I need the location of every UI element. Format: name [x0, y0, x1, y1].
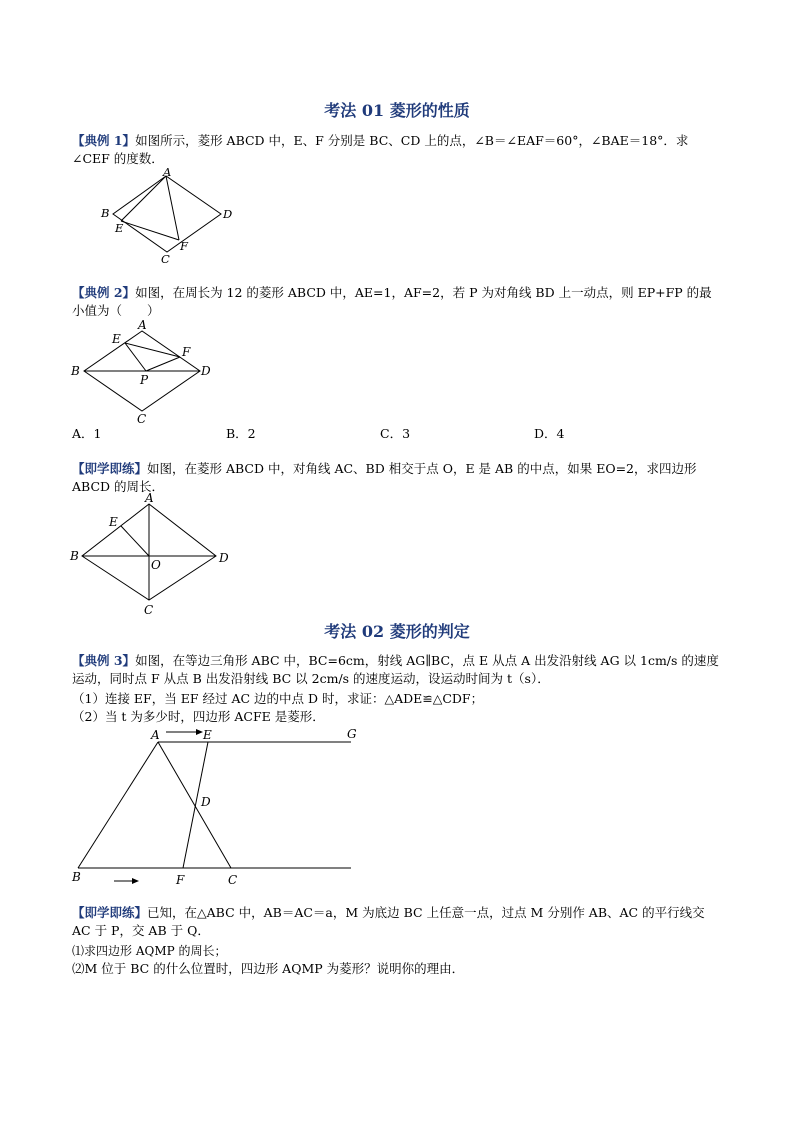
- label-B: B: [70, 549, 79, 563]
- example-1-tag: 【典例 1】: [72, 133, 136, 148]
- label-C: C: [161, 252, 170, 264]
- label-C: C: [137, 412, 147, 426]
- segment-EF: [125, 343, 180, 357]
- section-title-2: 考法 02 菱形的判定: [324, 622, 470, 641]
- example-2-text: [72, 284, 724, 320]
- segment-EO: [121, 526, 149, 556]
- label-F: F: [182, 345, 191, 359]
- example-2-body: 如图，在周长为 12 的菱形 ABCD 中，AE=1，AF=2，若 P 为对角线 BD 上一动点，则 EP+FP 的最小值为（ ）: [72, 285, 712, 318]
- label-B: B: [101, 206, 110, 220]
- segment-AF: [166, 176, 179, 240]
- label-C: C: [144, 603, 154, 617]
- option-d: D．4: [534, 426, 565, 441]
- rhombus-figure-3: [66, 490, 241, 620]
- label-E: E: [115, 221, 124, 235]
- label-A: A: [151, 728, 160, 742]
- label-D: D: [219, 551, 229, 565]
- label-D: D: [223, 207, 233, 221]
- label-B: B: [71, 364, 80, 378]
- example-3-text: [72, 652, 724, 688]
- label-E: E: [109, 515, 118, 529]
- label-C: C: [228, 873, 238, 887]
- practice-1-tag: 【即学即练】: [72, 461, 148, 476]
- label-A: A: [138, 318, 147, 332]
- label-A: A: [163, 166, 172, 179]
- section-title-1: 考法 01 菱形的性质: [324, 101, 470, 120]
- practice-2-question-2: ⑵M 位于 BC 的什么位置时，四边形 AQMP 为菱形？说明你的理由．: [72, 961, 465, 976]
- arrow-icon-bottom: [114, 878, 139, 884]
- example-1-body: 如图所示，菱形 ABCD 中，E、F 分别是 BC、CD 上的点，∠B＝∠EAF＝60°，∠BAE＝18°．求∠CEF 的度数．: [72, 133, 689, 166]
- label-D: D: [201, 364, 211, 378]
- option-c: C．3: [380, 426, 411, 441]
- label-A: A: [145, 491, 154, 505]
- option-b: B．2: [226, 426, 256, 441]
- triangle-figure: [66, 724, 366, 890]
- example-3-question-1: （1）连接 EF，当 EF 经过 AC 边的中点 D 时，求证：△ADE≌△CDF；: [72, 691, 484, 706]
- segment-AE: [121, 176, 166, 221]
- label-F: F: [176, 873, 185, 887]
- segment-FP: [146, 357, 180, 371]
- segment-EF: [121, 221, 179, 240]
- practice-2-body: 已知，在△ABC 中，AB＝AC＝a，M 为底边 BC 上任意一点，过点 M 分别作 AB、AC 的平行线交 AC 于 P，交 AB 于 Q．: [72, 905, 705, 938]
- label-E: E: [112, 332, 121, 346]
- label-O: O: [151, 558, 161, 572]
- label-B: B: [72, 870, 81, 884]
- example-3-tag: 【典例 3】: [72, 653, 136, 668]
- example-1-text: [72, 132, 724, 168]
- side-AC: [158, 742, 231, 868]
- label-P: P: [140, 373, 149, 387]
- option-a: A．1: [72, 426, 102, 441]
- example-3-question-2: （2）当 t 为多少时，四边形 ACFE 是菱形．: [72, 709, 325, 724]
- practice-1-body: 如图，在菱形 ABCD 中，对角线 AC、BD 相交于点 O，E 是 AB 的中点，如果 EO=2，求四边形 ABCD 的周长．: [72, 461, 697, 494]
- label-D: D: [201, 795, 211, 809]
- example-3-body: 如图，在等边三角形 ABC 中，BC=6cm，射线 AG∥BC，点 E 从点 A 出发沿射线 AG 以 1cm/s 的速度运动，同时点 F 从点 B 出发沿射线 BC 以 2cm/s 的速度运动，设运动时间为 t（s）．: [72, 653, 719, 686]
- practice-2-text: [72, 904, 724, 940]
- arrow-icon-top: [166, 729, 203, 735]
- example-2-tag: 【典例 2】: [72, 285, 136, 300]
- label-E: E: [203, 728, 212, 742]
- practice-2-question-1: ⑴求四边形 AQMP 的周长；: [72, 944, 227, 958]
- rhombus-figure-2: [68, 316, 218, 426]
- side-AB: [78, 742, 158, 868]
- rhombus-figure-1: [95, 166, 245, 264]
- label-F: F: [180, 239, 188, 253]
- practice-2-tag: 【即学即练】: [72, 905, 148, 920]
- label-G: G: [347, 727, 357, 741]
